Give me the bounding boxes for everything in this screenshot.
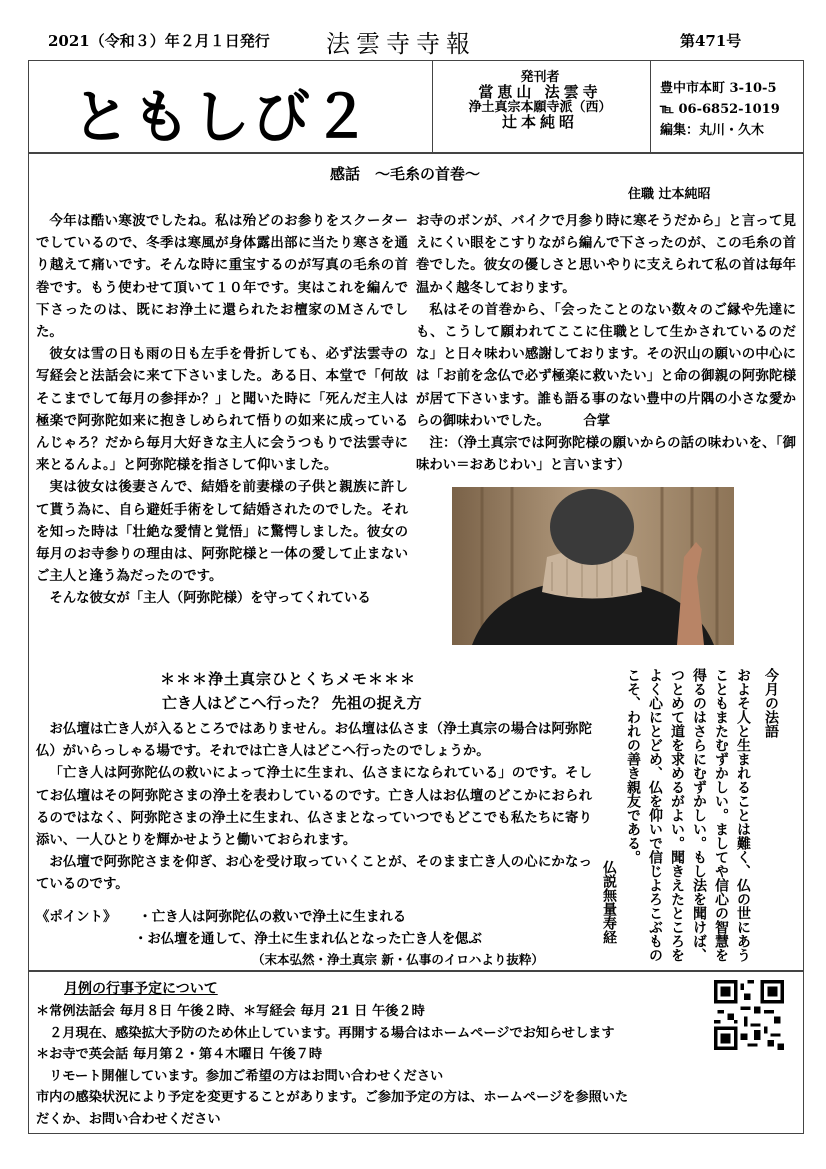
point-label: 《ポイント》	[36, 909, 117, 925]
sermon-title: 感話 ～毛糸の首巻～	[330, 165, 481, 183]
qr-code[interactable]	[714, 980, 784, 1050]
issue-number: 第471号	[680, 32, 742, 50]
memo-body	[36, 718, 592, 896]
memo-source: （末本弘然・浄土真宗 新・仏事のイロハより抜粋）	[252, 952, 544, 967]
sect-name: 浄土真宗本願寺派（西）	[468, 100, 612, 115]
paragraph: お仏壇で阿弥陀さまを仰ぎ、お心を受け取っていくことが、そのまま亡き人の心にかなっているのです。	[36, 854, 592, 893]
memo-points	[36, 906, 482, 950]
schedule-line: リモート開催しています。参加ご希望の方はお問い合わせください	[36, 1068, 444, 1084]
dharma-text: およそ人と生まれることは難く、仏の世にあうこともまたむずかしい。ましてや信心の智慧を得るのはさらにむずかしい。もし法を聞けば、つとめて道を求めるがよい。聞きえたところをよく心にとどめ、仏を仰いで信じよろこぶものこそ、われの善き親友である。	[625, 668, 751, 962]
dharma-heading: 今月の法語	[763, 668, 779, 738]
telephone: ℡ 06-6852-1019	[660, 102, 780, 117]
publisher-label: 発刊者	[520, 70, 560, 85]
point-item: ・亡き人は阿弥陀仏の救いで浄土に生まれる	[138, 909, 407, 925]
point-item: ・お仏壇を通して、浄土に生まれ仏となった亡き人を偲ぶ	[134, 931, 482, 947]
paragraph: 「亡き人は阿弥陀仏の救いによって浄土に生まれ、仏さまになられている」のです。そしてお仏壇はその阿弥陀さまの浄土を表わしているのです。亡き人はお仏壇のどこかにおられるのではなく、阿弥陀さまの浄土に生まれ、仏さまとなっていつでもどこでも私たちに寄り添い、一人ひとりを輝かせようと働いておられます。	[36, 765, 592, 849]
paragraph: お寺のボンが、バイクで月参り時に寒そうだから」と言って見えにくい眼をこすりながら編んで下さったのが、この毛糸の首巻でした。彼女の優しさと思いやりに支えられて私の首は毎年温かく越冬しております。	[416, 213, 796, 296]
publisher-block	[440, 70, 640, 130]
schedule-line: ＊お寺で英会話 毎月第２・第４木曜日 午後７時	[36, 1047, 323, 1063]
paragraph: そんな彼女が「主人（阿弥陀様）を守ってくれている	[49, 590, 371, 607]
paragraph: 彼女は雪の日も雨の日も左手を骨折しても、必ず法雲寺の写経会と法話会に来て下さいました。ある日、本堂で「何故そこまでして毎月の参拝か？」と聞いた時に「死んだ主人は極楽で阿弥陀如来に抱きしめられて悟りの如来に成っているんじゃろ？だから毎月大好きな主人に会うつもりで法雲寺に来とるんよ。」と阿弥陀様を指さして仰いました。	[36, 346, 408, 474]
memo-heading: ＊＊＊浄土真宗ひとくちメモ＊＊＊	[160, 670, 417, 688]
scarf-photo-image	[452, 487, 734, 645]
temple-name: 當恵山 法雲寺	[478, 83, 602, 101]
masthead-logo: ともしび２	[72, 83, 373, 151]
scarf-photo	[452, 487, 734, 645]
schedule-title: 月例の行事予定について	[64, 981, 218, 997]
sermon-column-right	[416, 210, 796, 476]
paragraph: 今年は酷い寒波でしたね。私は殆どのお参りをスクーターでしているので、冬季は寒風が身体露出部に当たり寒さを通り越えて痛いです。そんな時に重宝するのが写真の毛糸の首巻です。もう使わせて頂いて１０年です。実はこれを編んで下さったのは、既にお浄土に還られたお檀家のＭさんでした。	[36, 213, 408, 341]
issue-date: 2021（令和３）年２月１日発行	[48, 32, 270, 50]
schedule-line: ２月現在、感染拡大予防のため休止しています。再開する場合はホームページでお知らせします	[36, 1025, 615, 1041]
masthead-divider	[432, 60, 433, 152]
paragraph: 注：（浄土真宗では阿弥陀様の願いからの話の味わいを、「御味わい＝おあじわい」と言います）	[416, 435, 796, 474]
paragraph: お仏壇は亡き人が入るところではありません。お仏壇は仏さま（浄土真宗の場合は阿弥陀仏）がいらっしゃる場です。それでは亡き人はどこへ行ったのでしょうか。	[36, 721, 592, 760]
qr-code-image	[714, 980, 784, 1050]
editors: 編集：丸川・久木	[660, 123, 765, 138]
newsletter-title: 法雲寺寺報	[326, 30, 476, 58]
masthead-divider	[650, 60, 651, 152]
contact-block	[660, 78, 780, 141]
memo-subheading: 亡き人はどこへ行った？ 先祖の捉え方	[162, 694, 422, 712]
sermon-column-left	[36, 210, 408, 610]
paragraph: 実は彼女は後妻さんで、結婚を前妻様の子供と親族に許して貰う為に、自ら避妊手術をして結婚されたのでした。それを知った時は「壮絶な愛情と覚悟」に驚愕しました。彼女の毎月のお寺参りの理由は、阿弥陀様と一体の愛して止まないご主人と逢う為だったのです。	[36, 479, 408, 585]
schedule-line: 市内の感染状況により予定を変更することがあります。ご参加予定の方は、ホームページを参照いた	[36, 1090, 629, 1106]
address: 豊中市本町 3-10-5	[660, 81, 777, 96]
schedule-list	[36, 1001, 716, 1131]
schedule-line: だくか、お問い合わせください	[36, 1111, 221, 1127]
paragraph: 私はその首巻から、「会ったことのない数々のご縁や先達にも、こうして願われてここに住職として生かされているのだな」と日々味わい感謝しております。その沢山の願いの中心には「お前を念仏で必ず極楽に救いたい」と命の御親の阿弥陀様が居て下さいます。誰も語る事のない豊中の片隅の小さな愛からの御味わいでした。 合掌	[416, 301, 796, 429]
dharma-source: 仏説無量寿経	[601, 860, 617, 944]
sermon-author: 住職 辻本純昭	[628, 187, 711, 202]
schedule-line: ＊常例法話会 毎月８日 午後２時、＊写経会 毎月 21 日 午後２時	[36, 1004, 425, 1019]
publisher-name: 辻本純昭	[501, 113, 578, 131]
